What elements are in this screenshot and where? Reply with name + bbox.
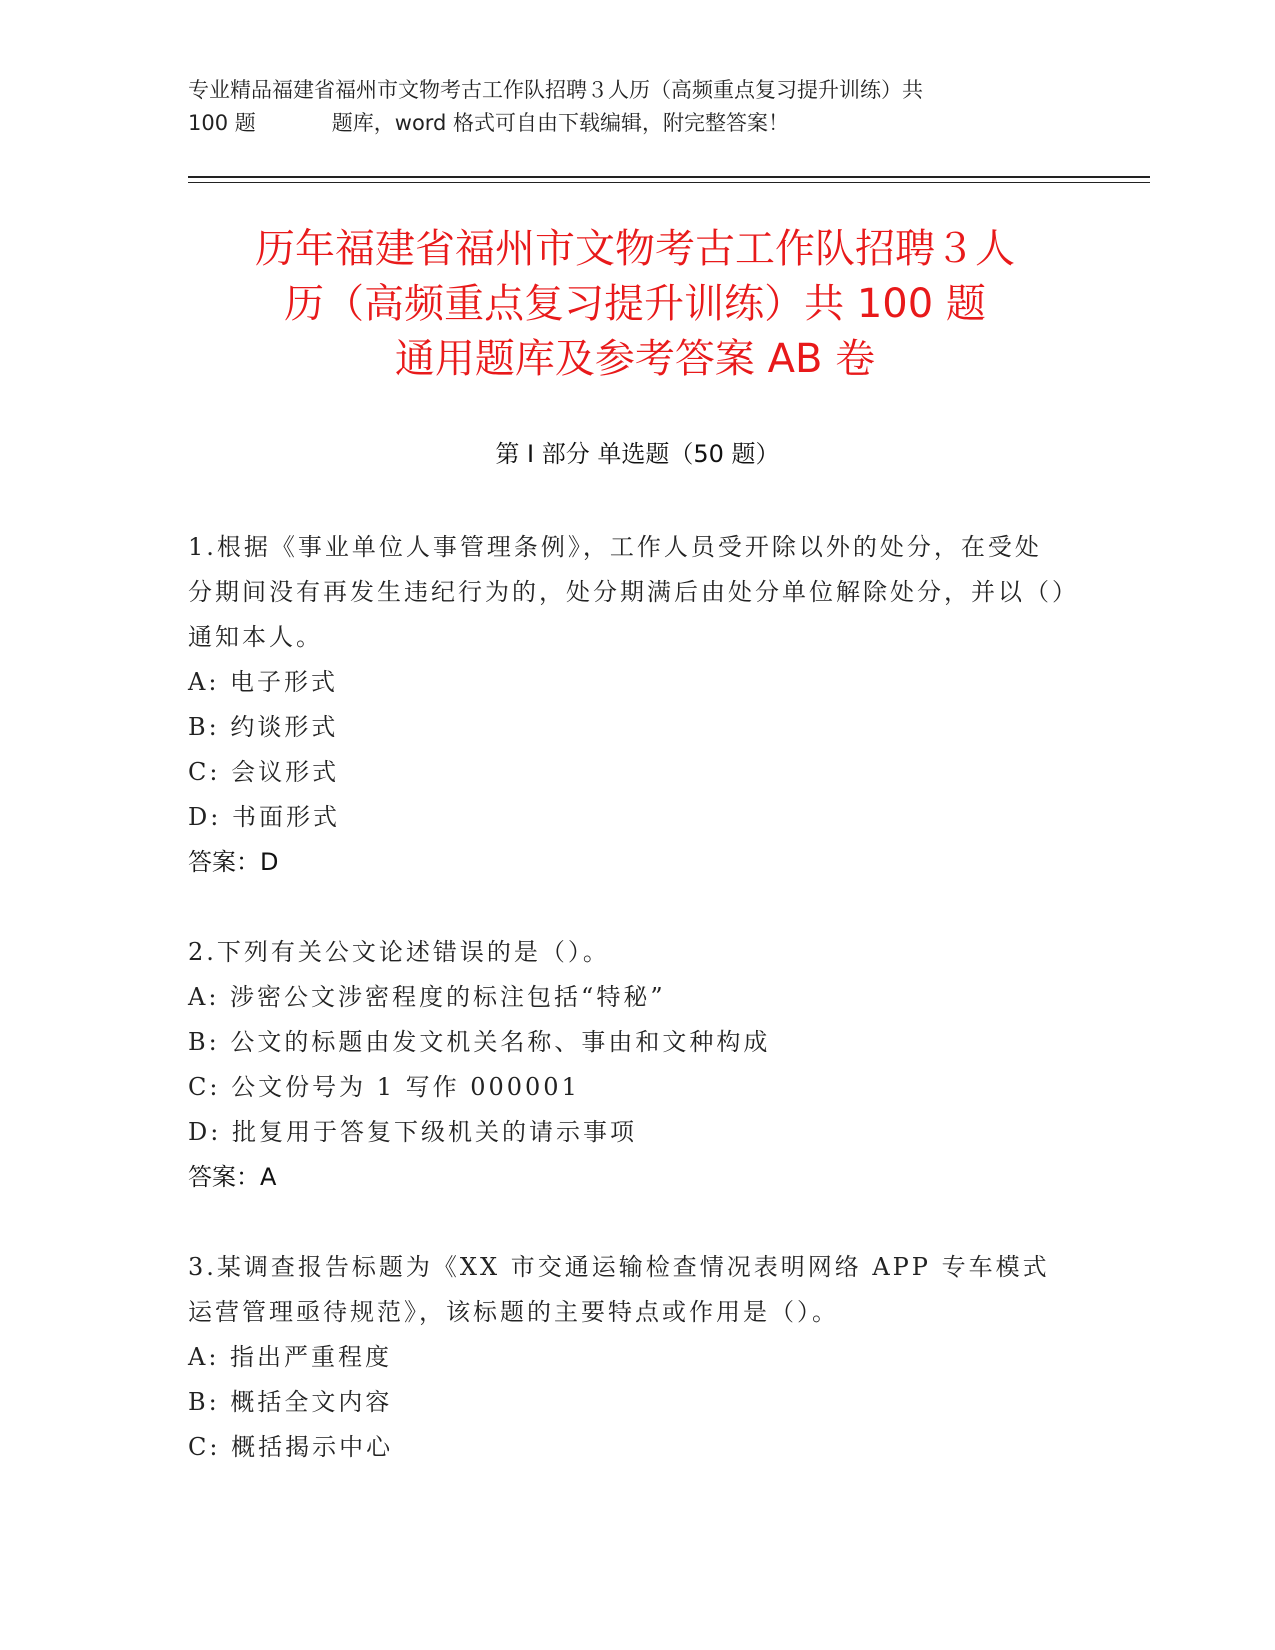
question-3: [188, 1245, 1068, 1470]
option-a: A: 电子形式: [188, 668, 339, 696]
header-divider-thick: [188, 176, 1150, 178]
title-line-3: 通用题库及参考答案 AB 卷: [394, 336, 876, 382]
question-stem: 3.某调查报告标题为《XX 市交通运输检查情况表明网络 APP 专车模式运营管理亟待规范》，该标题的主要特点或作用是（）。: [188, 1253, 1050, 1326]
section-heading: 第 I 部分 单选题（50 题）: [495, 440, 780, 468]
header-note-count: 100 题: [188, 111, 256, 135]
document-title: [150, 222, 1120, 387]
option-b: B: 约谈形式: [188, 713, 339, 741]
header-note-line1: 专业精品福建省福州市文物考古工作队招聘３人历（高频重点复习提升训练）共: [188, 78, 923, 102]
option-d: D: 批复用于答复下级机关的请示事项: [188, 1118, 637, 1146]
option-c: C: 会议形式: [188, 758, 340, 786]
option-b: B: 公文的标题由发文机关名称、事由和文种构成: [188, 1028, 771, 1056]
question-1: [188, 525, 1068, 885]
option-a: A: 指出严重程度: [188, 1343, 393, 1371]
option-b: B: 概括全文内容: [188, 1388, 393, 1416]
header-note-desc: 题库，word 格式可自由下载编辑，附完整答案！: [331, 111, 790, 135]
option-c: C: 概括揭示中心: [188, 1433, 394, 1461]
header-note-line2: [188, 107, 1088, 140]
answer: 答案：A: [188, 1163, 277, 1191]
answer: 答案：D: [188, 848, 279, 876]
question-2: [188, 930, 1068, 1200]
option-d: D: 书面形式: [188, 803, 340, 831]
title-line-2: 历（高频重点复习提升训练）共 100 题: [284, 281, 986, 327]
question-stem: 2.下列有关公文论述错误的是（）。: [188, 938, 610, 966]
question-list: [188, 525, 1068, 1515]
question-stem: 1.根据《事业单位人事管理条例》，工作人员受开除以外的处分，在受处分期间没有再发生违纪行为的，处分期满后由处分单位解除处分，并以（）通知本人。: [188, 533, 1067, 651]
header-divider-thin: [188, 182, 1150, 183]
option-c: C: 公文份号为 1 写作 000001: [188, 1073, 580, 1101]
header-note: [188, 74, 1088, 140]
title-line-1: 历年福建省福州市文物考古工作队招聘３人: [255, 226, 1015, 272]
option-a: A: 涉密公文涉密程度的标注包括“特秘”: [188, 983, 666, 1011]
